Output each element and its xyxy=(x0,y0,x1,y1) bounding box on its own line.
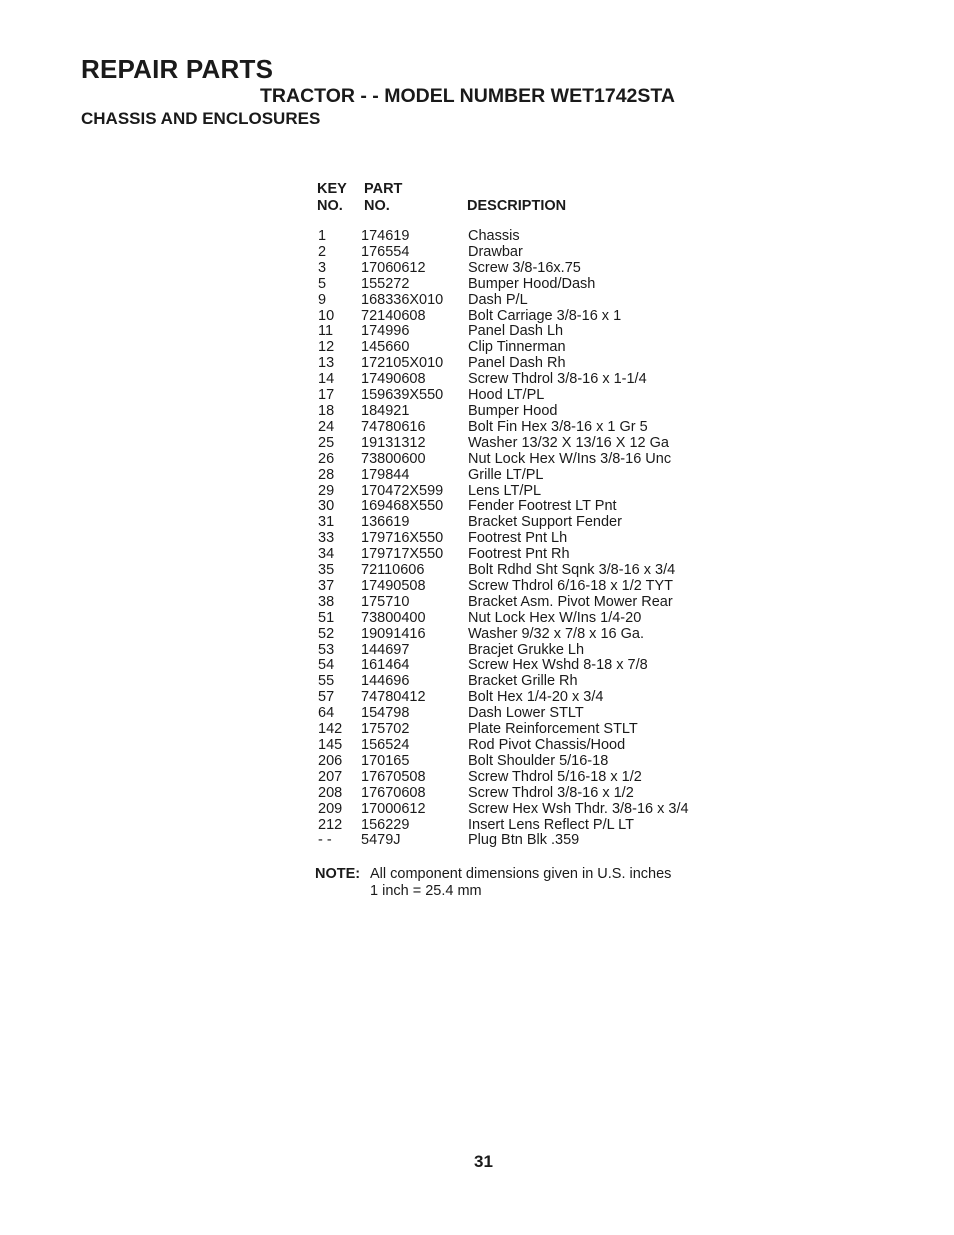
description-cell: Bolt Rdhd Sht Sqnk 3/8-16 x 3/4 xyxy=(468,562,676,579)
key-no-cell: 38 xyxy=(318,593,335,610)
key-no-cell: 18 xyxy=(318,402,335,419)
description-cell: Drawbar xyxy=(468,243,523,260)
key-no-cell: 35 xyxy=(318,562,335,579)
description-cell: Bolt Fin Hex 3/8-16 x 1 Gr 5 xyxy=(468,418,648,435)
description-cell: Screw Thdrol 3/8-16 x 1-1/4 xyxy=(468,371,647,388)
description-cell: Bracket Grille Rh xyxy=(468,673,578,690)
part-no-cell: 144697 xyxy=(361,641,410,658)
part-no-cell: 17670508 xyxy=(361,768,426,785)
key-no-cell: 31 xyxy=(318,514,335,531)
part-no-cell: 136619 xyxy=(361,514,410,531)
description-cell: Footrest Pnt Lh xyxy=(468,530,568,547)
model-subtitle: TRACTOR - - MODEL NUMBER WET1742STA xyxy=(260,85,675,107)
part-no-cell: 155272 xyxy=(361,275,410,292)
part-no-cell: 5479J xyxy=(361,832,401,849)
description-cell: Bumper Hood xyxy=(468,402,558,419)
part-no-cell: 174619 xyxy=(361,228,410,244)
description-cell: Screw Thdrol 3/8-16 x 1/2 xyxy=(468,784,634,801)
description-cell: Screw Hex Wshd 8-18 x 7/8 xyxy=(468,657,648,674)
description-cell: Nut Lock Hex W/Ins 3/8-16 Unc xyxy=(468,450,672,467)
part-no-cell: 74780616 xyxy=(361,418,426,435)
description-cell: Chassis xyxy=(468,228,520,244)
key-no-cell: 24 xyxy=(318,418,335,435)
description-cell: Clip Tinnerman xyxy=(468,339,566,356)
part-no-cell: 17670608 xyxy=(361,784,426,801)
part-no-cell: 17000612 xyxy=(361,800,426,817)
part-no-cell: 179716X550 xyxy=(361,530,444,547)
page-number: 31 xyxy=(474,1152,493,1171)
key-no-cell: - - xyxy=(318,832,332,849)
key-no-cell: 29 xyxy=(318,482,335,499)
part-no-cell: 72140608 xyxy=(361,307,426,324)
description-cell: Nut Lock Hex W/Ins 1/4-20 xyxy=(468,609,642,626)
description-cell: Bolt Carriage 3/8-16 x 1 xyxy=(468,307,622,324)
part-no-cell: 19131312 xyxy=(361,434,426,451)
key-no-cell: 30 xyxy=(318,498,335,515)
part-no-cell: 73800600 xyxy=(361,450,426,467)
description-cell: Screw 3/8-16x.75 xyxy=(468,259,581,276)
key-no-cell: 212 xyxy=(318,816,343,833)
description-cell: Lens LT/PL xyxy=(468,482,542,499)
key-no-cell: 28 xyxy=(318,466,335,483)
description-cell: Screw Hex Wsh Thdr. 3/8-16 x 3/4 xyxy=(468,800,689,817)
description-cell: Insert Lens Reflect P/L LT xyxy=(468,816,635,833)
description-cell: Bracjet Grukke Lh xyxy=(468,641,585,658)
part-no-cell: 176554 xyxy=(361,243,410,260)
description-cell: Dash Lower STLT xyxy=(468,705,584,722)
part-no-cell: 156524 xyxy=(361,737,410,753)
key-no-cell: 17 xyxy=(318,387,335,404)
key-no-cell: 209 xyxy=(318,800,343,817)
part-no-cell: 144696 xyxy=(361,673,410,690)
section-title: CHASSIS AND ENCLOSURES xyxy=(81,109,321,128)
column-header-key-line2: NO. xyxy=(317,198,343,214)
key-no-cell: 14 xyxy=(318,371,335,388)
description-cell: Bracket Support Fender xyxy=(468,514,622,531)
key-no-cell: 208 xyxy=(318,784,343,801)
part-no-cell: 145660 xyxy=(361,339,410,356)
key-no-cell: 2 xyxy=(318,243,327,260)
key-no-cell: 13 xyxy=(318,355,335,372)
key-no-cell: 37 xyxy=(318,577,335,594)
key-no-cell: 12 xyxy=(318,339,335,356)
column-header-description: DESCRIPTION xyxy=(467,198,567,214)
part-no-cell: 72110606 xyxy=(361,562,425,579)
key-no-cell: 142 xyxy=(318,721,343,738)
key-no-cell: 9 xyxy=(318,291,327,308)
column-header-part-line1: PART xyxy=(364,181,403,197)
description-cell: Panel Dash Rh xyxy=(468,355,566,372)
part-no-cell: 17060612 xyxy=(361,259,426,276)
description-cell: Panel Dash Lh xyxy=(468,323,564,340)
description-cell: Bolt Hex 1/4-20 x 3/4 xyxy=(468,689,604,706)
page-title: REPAIR PARTS xyxy=(81,54,274,84)
key-no-cell: 33 xyxy=(318,530,335,547)
part-no-cell: 17490508 xyxy=(361,577,426,594)
key-no-cell: 55 xyxy=(318,673,335,690)
part-no-cell: 154798 xyxy=(361,705,410,722)
key-no-cell: 25 xyxy=(318,434,335,451)
description-cell: Washer 9/32 x 7/8 x 16 Ga. xyxy=(468,625,644,642)
key-no-cell: 1 xyxy=(318,228,327,244)
description-cell: Bolt Shoulder 5/16-18 xyxy=(468,752,609,769)
note-text-line2: 1 inch = 25.4 mm xyxy=(370,882,482,899)
key-no-cell: 51 xyxy=(318,609,335,626)
part-no-cell: 179717X550 xyxy=(361,546,444,563)
key-no-cell: 52 xyxy=(318,625,335,642)
key-no-cell: 57 xyxy=(318,689,335,706)
key-no-cell: 34 xyxy=(318,546,335,563)
key-no-cell: 3 xyxy=(318,259,327,276)
description-cell: Plate Reinforcement STLT xyxy=(468,721,638,738)
part-no-cell: 170472X599 xyxy=(361,482,444,499)
key-no-cell: 10 xyxy=(318,307,335,324)
description-cell: Hood LT/PL xyxy=(468,387,545,404)
description-cell: Washer 13/32 X 13/16 X 12 Ga xyxy=(468,434,669,451)
description-cell: Screw Thdrol 5/16-18 x 1/2 xyxy=(468,768,642,785)
key-no-cell: 53 xyxy=(318,641,335,658)
key-no-cell: 54 xyxy=(318,657,335,674)
description-cell: Screw Thdrol 6/16-18 x 1/2 TYT xyxy=(468,577,673,594)
part-no-cell: 175710 xyxy=(361,593,410,610)
part-no-cell: 156229 xyxy=(361,816,410,833)
key-no-cell: 11 xyxy=(318,323,334,340)
key-no-cell: 26 xyxy=(318,450,335,467)
key-no-cell: 145 xyxy=(318,737,343,753)
part-no-cell: 161464 xyxy=(361,657,410,674)
key-no-cell: 5 xyxy=(318,275,327,292)
part-no-cell: 168336X010 xyxy=(361,291,444,308)
column-header-part-line2: NO. xyxy=(364,198,390,214)
note-label: NOTE: xyxy=(315,866,361,882)
description-cell: Fender Footrest LT Pnt xyxy=(468,498,617,515)
part-no-cell: 74780412 xyxy=(361,689,426,706)
part-no-cell: 169468X550 xyxy=(361,498,444,515)
description-cell: Grille LT/PL xyxy=(468,466,544,483)
part-no-cell: 159639X550 xyxy=(361,387,444,404)
part-no-cell: 19091416 xyxy=(361,625,426,642)
column-header-part-no xyxy=(364,181,402,215)
column-header-key-no xyxy=(317,181,347,215)
description-cell: Bracket Asm. Pivot Mower Rear xyxy=(468,593,673,610)
note-text-line1: All component dimensions given in U.S. inches xyxy=(370,866,672,882)
part-no-cell: 172105X010 xyxy=(361,355,444,372)
key-no-cell: 206 xyxy=(318,752,343,769)
part-no-cell: 175702 xyxy=(361,721,410,738)
key-no-cell: 207 xyxy=(318,768,343,785)
description-cell: Bumper Hood/Dash xyxy=(468,275,596,292)
description-cell: Plug Btn Blk .359 xyxy=(468,832,580,849)
part-no-cell: 17490608 xyxy=(361,371,426,388)
part-no-cell: 174996 xyxy=(361,323,410,340)
part-no-cell: 179844 xyxy=(361,466,410,483)
part-no-cell: 184921 xyxy=(361,402,410,419)
description-cell: Footrest Pnt Rh xyxy=(468,546,570,563)
part-no-cell: 73800400 xyxy=(361,609,426,626)
key-no-cell: 64 xyxy=(318,705,335,722)
description-cell: Rod Pivot Chassis/Hood xyxy=(468,737,626,753)
part-no-cell: 170165 xyxy=(361,752,410,769)
column-header-key-line1: KEY xyxy=(317,181,347,197)
description-cell: Dash P/L xyxy=(468,291,528,308)
